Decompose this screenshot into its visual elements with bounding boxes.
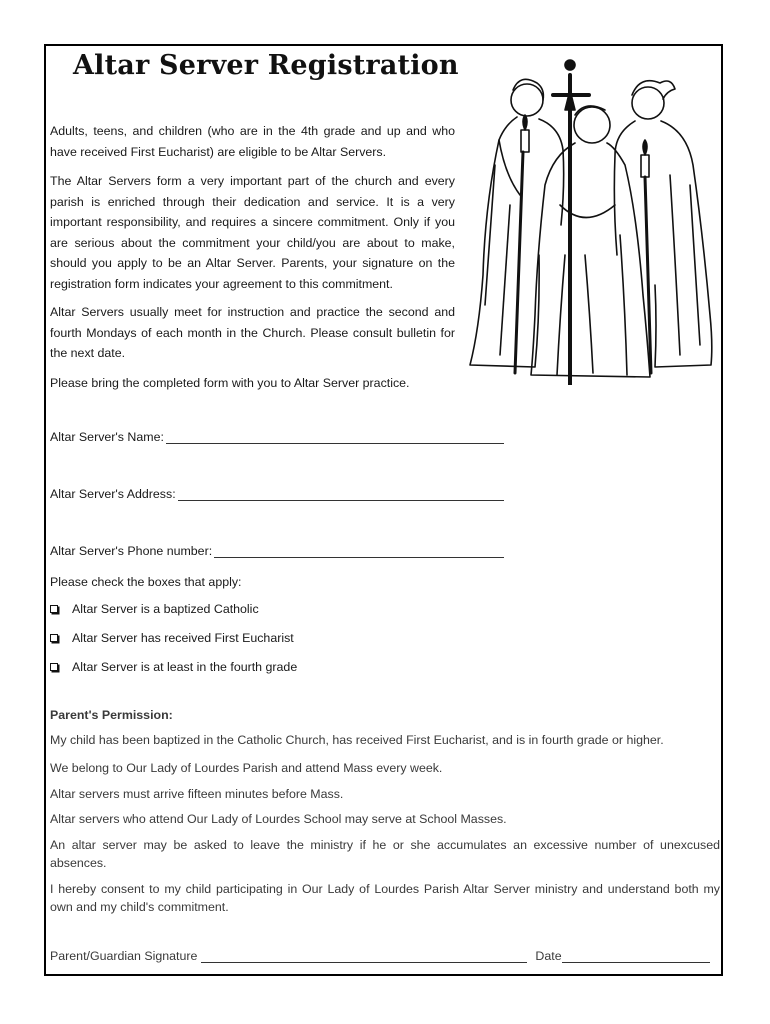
intro-paragraph-meetings: Altar Servers usually meet for instruction and practice the second and fourth Mondays of each month in the Church. Please consult bulletin for the next date.: [50, 305, 455, 361]
signature-label: Parent/Guardian Signature: [50, 949, 198, 963]
right-candle: [641, 140, 651, 373]
checklist-item-fourth-grade[interactable]: [50, 660, 297, 674]
left-candle: [515, 115, 529, 373]
server-name-label: Altar Server's Name:: [50, 430, 164, 444]
date-label: Date: [535, 949, 562, 963]
permission-paragraph-arrival: Altar servers must arrive fifteen minutes before Mass.: [50, 787, 344, 801]
checklist-item-baptized[interactable]: [50, 602, 259, 616]
center-server-figure: [531, 106, 650, 377]
signature-field[interactable]: [201, 950, 527, 963]
permission-heading: Parent's Permission:: [50, 708, 173, 722]
altar-servers-illustration: [465, 55, 715, 385]
date-field[interactable]: [562, 950, 710, 963]
page-title: Altar Server Registration: [73, 50, 459, 81]
signature-row: [50, 949, 710, 963]
eucharist-checkbox[interactable]: [50, 634, 58, 642]
server-phone-label: Altar Server's Phone number:: [50, 544, 213, 558]
permission-paragraph-eligibility: My child has been baptized in the Catholic Church, has received First Eucharist, and is in fourth grade or higher.: [50, 733, 664, 747]
fourth-grade-checkbox[interactable]: [50, 663, 58, 671]
baptized-label: Altar Server is a baptized Catholic: [72, 602, 259, 616]
intro-paragraph-eligibility: Adults, teens, and children (who are in the 4th grade and up and who have received First Eucharist) are eligible to be Altar Servers.: [50, 124, 455, 159]
intro-paragraph-importance: The Altar Servers form a very important part of the church and every parish is enriched through their dedication and service. It is a very important responsibility, and requires a sincere commitment. Only if you are serious about the commitment your child/you are about to make, should you apply to be an Altar Server. Parents, your signature on the registration form indicates your agreement to this commitment.: [50, 174, 455, 291]
permission-paragraph-absences: An altar server may be asked to leave the ministry if he or she accumulates an excessive number of unexcused absences.: [50, 838, 720, 870]
permission-paragraph-parish: We belong to Our Lady of Lourdes Parish and attend Mass every week.: [50, 761, 443, 775]
permission-paragraph-school-masses: Altar servers who attend Our Lady of Lourdes School may serve at School Masses.: [50, 812, 507, 826]
baptized-checkbox[interactable]: [50, 605, 58, 613]
checklist-item-eucharist[interactable]: [50, 631, 294, 645]
right-server-figure: [614, 81, 711, 367]
server-address-field[interactable]: [178, 488, 504, 501]
server-phone-field[interactable]: [214, 545, 504, 558]
server-name-row: [50, 430, 504, 444]
eucharist-label: Altar Server has received First Eucharist: [72, 631, 294, 645]
checklist-heading: Please check the boxes that apply:: [50, 575, 242, 589]
permission-paragraph-consent: I hereby consent to my child participating in Our Lady of Lourdes Parish Altar Server ministry and understand both my own and my child's commitment.: [50, 882, 720, 914]
server-address-label: Altar Server's Address:: [50, 487, 176, 501]
fourth-grade-label: Altar Server is at least in the fourth grade: [72, 660, 298, 674]
server-address-row: [50, 487, 504, 501]
intro-paragraph-bring-form: Please bring the completed form with you to Altar Server practice.: [50, 376, 410, 390]
server-phone-row: [50, 544, 504, 558]
server-name-field[interactable]: [166, 431, 504, 444]
